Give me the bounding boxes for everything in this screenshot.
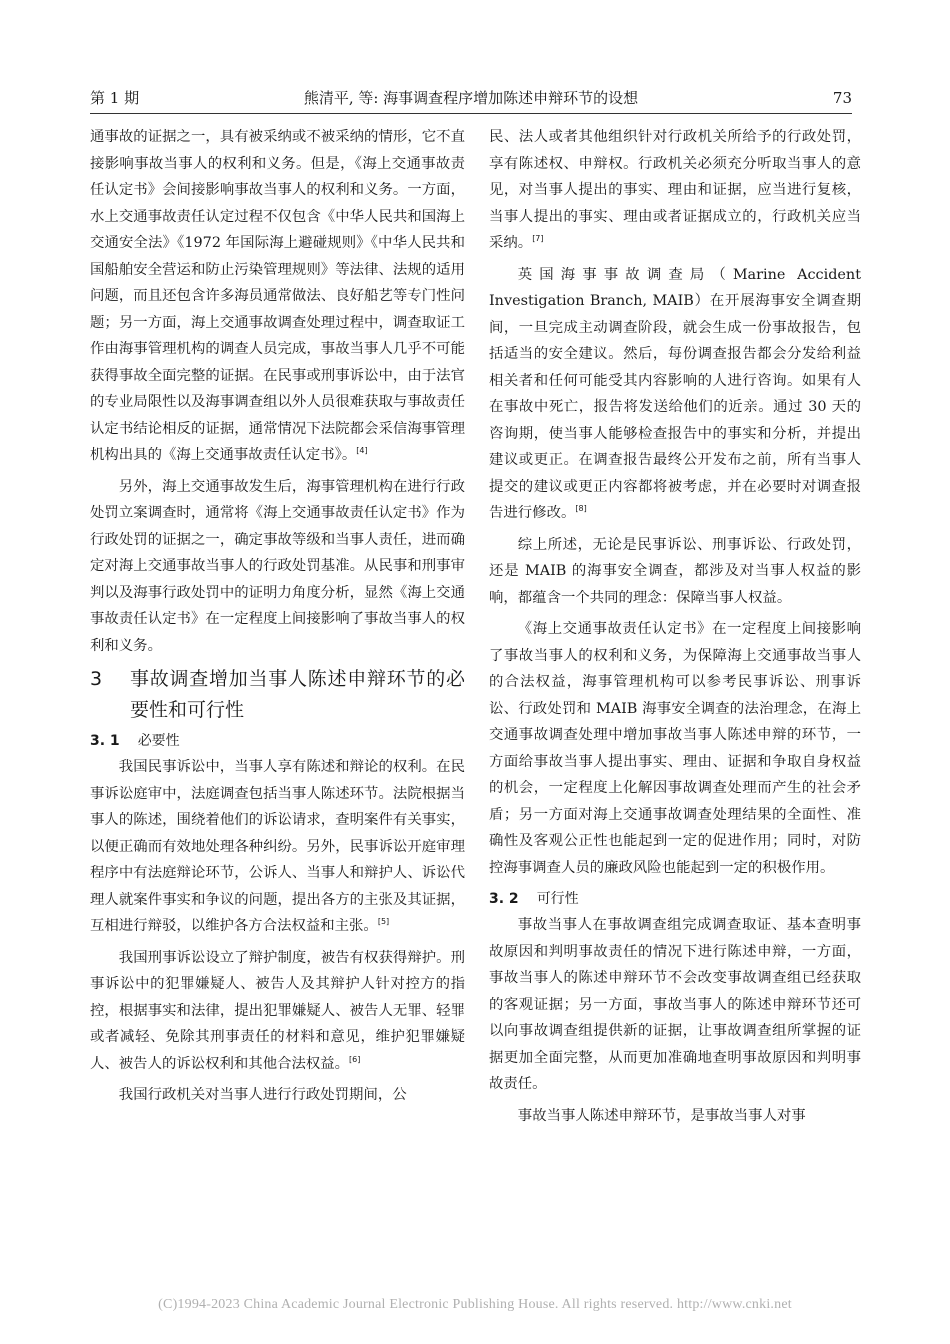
right-column [489, 124, 861, 1134]
issue-label: 第 1 期 [90, 89, 140, 107]
copyright-footer: (C)1994-2023 China Academic Journal Electronic Publishing House. All rights reserved. http://www.cnki.net [158, 1297, 792, 1312]
citation[interactable]: [6] [349, 1054, 361, 1064]
header-rule [90, 113, 852, 114]
subsection-number: 3. 1 [90, 733, 120, 749]
subsection-heading-3-2 [489, 886, 861, 912]
paragraph: 事故当事人陈述申辩环节，是事故当事人对事 [517, 1107, 806, 1124]
subsection-number: 3. 2 [489, 891, 519, 907]
paragraph: 事故当事人在事故调查组完成调查取证、基本查明事故原因和判明事故责任的情况下进行陈述申辩，一方面，事故当事人的陈述申辩环节不会改变事故调查组已经获取的客观证据；另一方面，事故当事人的陈述申辩环节还可以向事故调查组提供新的证据，让事故调查组所掌握的证据更加全面完整，从而更加准确地查明事故原因和判明事故责任。 [489, 917, 861, 1092]
paragraph: 我国刑事诉讼设立了辩护制度，被告有权获得辩护。刑事诉讼中的犯罪嫌疑人、被告人及其辩护人针对控方的指控，根据事实和法律，提出犯罪嫌疑人、被告人无罪、轻罪或者减轻、免除其刑事责任的材料和意见，维护犯罪嫌疑人、被告人的诉讼权利和其他合法权益。[6] [90, 949, 465, 1072]
paragraph: 我国民事诉讼中，当事人享有陈述和辩论的权利。在民事诉讼庭审中，法庭调查包括当事人陈述环节。法院根据当事人的陈述，围绕着他们的诉讼请求，查明案件有关事实，以便正确而有效地处理各种纠纷。另外，民事诉讼开庭审理程序中有法庭辩论环节，公诉人、当事人和辩护人、诉讼代理人就案件事实和争议的问题，提出各方的主张及其证据，互相进行辩驳，以维护各方合法权益和主张。[5] [90, 759, 465, 934]
paragraph: 《海上交通事故责任认定书》在一定程度上间接影响了事故当事人的权利和义务，为保障海上交通事故当事人的合法权益，海事管理机构可以参考民事诉讼、刑事诉讼、行政处罚和 MAIB 海事安全调查的法治理念，在海上交通事故调查处理中增加事故当事人陈述申辩的环节，一方面给事故当事人提出事实、理由、证据和争取自身权益的机会，一定程度上化解因事故调查处理而产生的社会矛盾；另一方面对海上交通事故调查处理结果的全面性、准确性及客观公正性也能起到一定的促进作用；同时，对防控海事调查人员的廉政风险也能起到一定的积极作用。 [489, 621, 861, 876]
citation[interactable]: [8] [575, 504, 587, 514]
citation[interactable]: [7] [532, 234, 544, 244]
paragraph: 民、法人或者其他组织针对行政机关所给予的行政处罚，享有陈述权、申辩权。行政机关必须充分听取当事人的意见，对当事人提出的事实、理由和证据，应当进行复核，当事人提出的事实、理由或者证据成立的，行政机关应当采纳。[7] [489, 129, 861, 251]
citation[interactable]: [5] [377, 917, 390, 927]
subsection-title: 可行性 [536, 891, 579, 907]
citation[interactable]: [4] [356, 446, 368, 456]
page-number: 73 [832, 89, 852, 107]
section-number: 3 [90, 668, 103, 690]
paragraph: 我国行政机关对当事人进行行政处罚期间，公 [118, 1087, 407, 1103]
paragraph: 英国海事事故调查局（Marine Accident Investigation Branch, MAIB）在开展海事安全调查期间，一旦完成主动调查阶段，就会生成一份事故报告，包括适当的安全建议。然后，每份调查报告都会分发给利益相关者和任何可能受其内容影响的人进行咨询。如果有人在事故中死亡，报告将发送给他们的近亲。通过 30 天的咨询期，使当事人能够检查报告中的事实和分析，并提出建议或更正。在调查报告最终公开发布之前，所有当事人提交的建议或更正内容都将被考虑，并在必要时对调查报告进行修改。[8] [489, 266, 861, 521]
left-column [90, 124, 465, 1114]
subsection-heading-3-1 [90, 728, 465, 754]
section-title: 事故调查增加当事人陈述申辩环节的必要性和可行性 [130, 668, 465, 721]
section-heading-3 [90, 664, 465, 726]
running-header [90, 88, 852, 112]
subsection-title: 必要性 [137, 733, 180, 749]
paragraph: 通事故的证据之一，具有被采纳或不被采纳的情形，它不直接影响事故当事人的权利和义务。但是，《海上交通事故责任认定书》会间接影响事故当事人的权利和义务。一方面，水上交通事故责任认定过程不仅包含《中华人民共和国海上交通安全法》《1972 年国际海上避碰规则》《中华人民共和国船舶安全营运和防止污染管理规则》等法律、法规的适用问题，而且还包含许多海员通常做法、良好船艺等专门性问题；另一方面，海上交通事故调查处理过程中，调查取证工作由海事管理机构的调查人员完成，事故当事人几乎不可能获得事故全面完整的证据。在民事或刑事诉讼中，由于法官的专业局限性以及海事调查组以外人员很难获取与事故责任认定书结论相反的证据，通常情况下法院都会采信海事管理机构出具的《海上交通事故责任认定书》。[4] [90, 129, 465, 463]
running-title: 熊清平, 等: 海事调查程序增加陈述申辩环节的设想 [303, 89, 639, 107]
paragraph: 另外，海上交通事故发生后，海事管理机构在进行行政处罚立案调查时，通常将《海上交通事故责任认定书》作为行政处罚的证据之一，确定事故等级和当事人责任，进而确定对海上交通事故当事人的行政处罚基准。从民事和刑事审判以及海事行政处罚中的证明力角度分析，显然《海上交通事故责任认定书》在一定程度上间接影响了事故当事人的权利和义务。 [90, 478, 465, 654]
paragraph: 综上所述，无论是民事诉讼、刑事诉讼、行政处罚，还是 MAIB 的海事安全调查，都涉及对当事人权益的影响，都蕴含一个共同的理念：保障当事人权益。 [489, 536, 861, 606]
